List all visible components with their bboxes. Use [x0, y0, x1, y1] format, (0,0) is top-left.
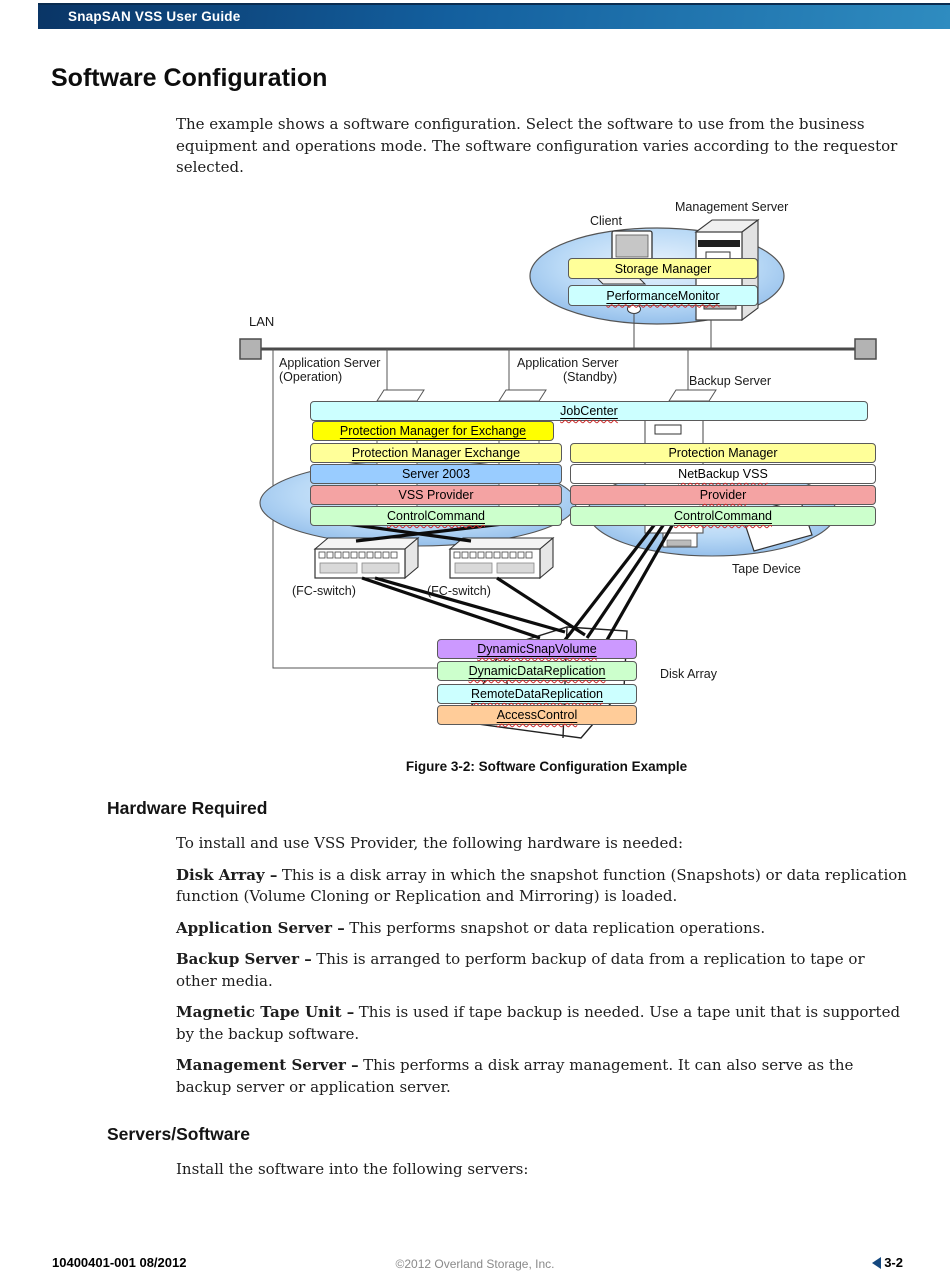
item-magnetic-tape-unit: Magnetic Tape Unit – This is used if tape backup is needed. Use a tape unit that is supported by the backup software.	[176, 1003, 901, 1043]
label-backup-server: Backup Server	[689, 374, 771, 388]
hardware-lead: To install and use VSS Provider, the following hardware is needed:	[176, 834, 684, 852]
header-title: SnapSAN VSS User Guide	[68, 9, 241, 24]
section-heading-hardware-required: Hardware Required	[107, 798, 268, 818]
section-heading-servers-software: Servers/Software	[107, 1124, 250, 1144]
label-fc-switch-right: (FC-switch)	[427, 584, 491, 598]
footer-doc-number: 10400401-001 08/2012	[52, 1255, 187, 1270]
footer-page-nav	[872, 1255, 903, 1270]
bar-protection-manager: Protection Manager	[570, 443, 876, 463]
fc-switch-left-icon	[315, 538, 418, 578]
header-banner	[38, 3, 950, 29]
item-disk-array: Disk Array – This is a disk array in which the snapshot function (Snapshots) or data replication function (Volume Cloning or Replication and Mirroring) is loaded.	[176, 865, 907, 905]
intro-paragraph: The example shows a software configuration. Select the software to use from the business equipment and operations mode. The software configuration varies according to the requestor selected.	[176, 115, 898, 176]
footer-copyright: ©2012 Overland Storage, Inc.	[395, 1257, 555, 1271]
bar-vss-provider: VSS Provider	[310, 485, 562, 505]
page-title: Software Configuration	[51, 64, 328, 92]
bar-protection-manager-exchange: Protection Manager Exchange	[310, 443, 562, 463]
body-sections	[0, 798, 950, 1181]
label-tape-device: Tape Device	[732, 562, 801, 576]
fc-switch-right-icon	[450, 538, 553, 578]
servers-software-lead: Install the software into the following servers:	[176, 1160, 529, 1178]
prev-page-arrow-icon	[872, 1257, 881, 1269]
label-app-server-standby: Application Server (Standby)	[517, 356, 619, 384]
item-management-server: Management Server – This performs a disk array management. It can also serve as the backup server or application server.	[176, 1056, 854, 1096]
bar-storage-manager: Storage Manager	[568, 258, 758, 279]
bar-dynamic-snap-volume: DynamicSnapVolume	[437, 639, 637, 659]
item-backup-server: Backup Server – This is arranged to perform backup of data from a replication to tape or other media.	[176, 950, 865, 990]
bar-performance-monitor: PerformanceMonitor	[568, 285, 758, 306]
bar-dynamic-data-replication: DynamicDataReplication	[437, 661, 637, 681]
bar-control-command-right: ControlCommand	[570, 506, 876, 526]
bar-access-control: AccessControl	[437, 705, 637, 725]
label-lan: LAN	[249, 314, 275, 329]
bar-provider: Provider	[570, 485, 876, 505]
item-application-server: Application Server – This performs snapshot or data replication operations.	[176, 918, 766, 937]
bar-server-2003: Server 2003	[310, 464, 562, 484]
label-disk-array: Disk Array	[660, 667, 717, 681]
bar-netbackup-vss: NetBackup VSS	[570, 464, 876, 484]
bar-protection-manager-for-exchange: Protection Manager for Exchange	[312, 421, 554, 441]
label-fc-switch-left: (FC-switch)	[292, 584, 356, 598]
label-app-server-operation: Application Server (Operation)	[279, 356, 381, 384]
figure-caption: Figure 3-2: Software Configuration Example	[405, 759, 688, 774]
label-client: Client	[590, 214, 622, 228]
label-management-server: Management Server	[675, 200, 789, 214]
footer-page-number: 3-2	[884, 1255, 903, 1270]
bar-jobcenter: JobCenter	[310, 401, 868, 421]
figure-diagram	[235, 198, 890, 760]
bar-remote-data-replication: RemoteDataReplication	[437, 684, 637, 704]
bar-control-command-left: ControlCommand	[310, 506, 562, 526]
